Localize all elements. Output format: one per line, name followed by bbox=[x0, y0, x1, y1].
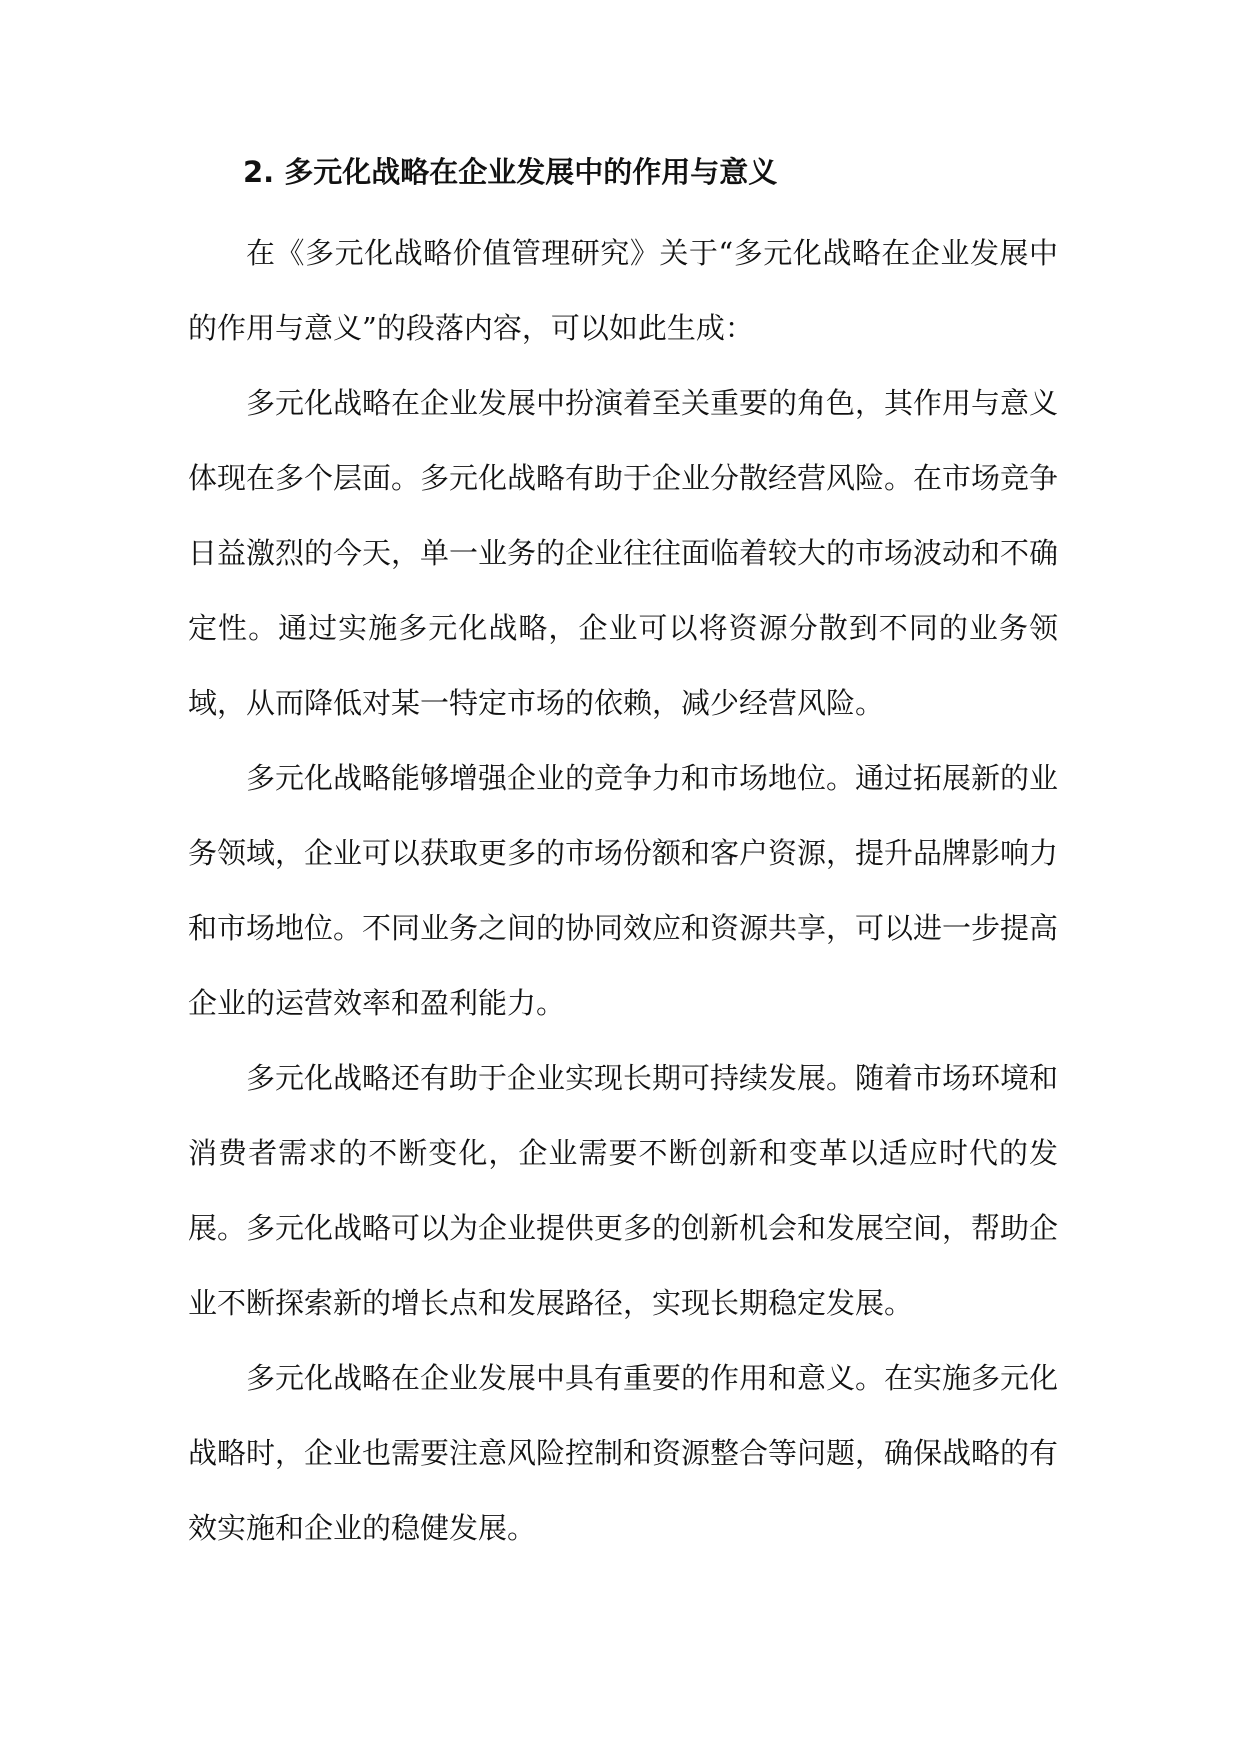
paragraph-intro: 在《多元化战略价值管理研究》关于“多元化战略在企业发展中的作用与意义”的段落内容，可以如此生成： bbox=[188, 236, 1058, 345]
document-body bbox=[188, 216, 1058, 1566]
paragraph-competitiveness: 多元化战略能够增强企业的竞争力和市场地位。通过拓展新的业务领域，企业可以获取更多的市场份额和客户资源，提升品牌影响力和市场地位。不同业务之间的协同效应和资源共享，可以进一步提高企业的运营效率和盈利能力。 bbox=[188, 761, 1059, 1020]
section-heading: 2. 多元化战略在企业发展中的作用与意义 bbox=[243, 155, 778, 189]
paragraph-conclusion: 多元化战略在企业发展中具有重要的作用和意义。在实施多元化战略时，企业也需要注意风险控制和资源整合等问题，确保战略的有效实施和企业的稳健发展。 bbox=[188, 1361, 1059, 1545]
paragraph-risk: 多元化战略在企业发展中扮演着至关重要的角色，其作用与意义体现在多个层面。多元化战略有助于企业分散经营风险。在市场竞争日益激烈的今天，单一业务的企业往往面临着较大的市场波动和不确定性。通过实施多元化战略，企业可以将资源分散到不同的业务领域，从而降低对某一特定市场的依赖，减少经营风险。 bbox=[188, 386, 1059, 720]
paragraph-sustainability: 多元化战略还有助于企业实现长期可持续发展。随着市场环境和消费者需求的不断变化，企业需要不断创新和变革以适应时代的发展。多元化战略可以为企业提供更多的创新机会和发展空间，帮助企业不断探索新的增长点和发展路径，实现长期稳定发展。 bbox=[188, 1061, 1059, 1320]
